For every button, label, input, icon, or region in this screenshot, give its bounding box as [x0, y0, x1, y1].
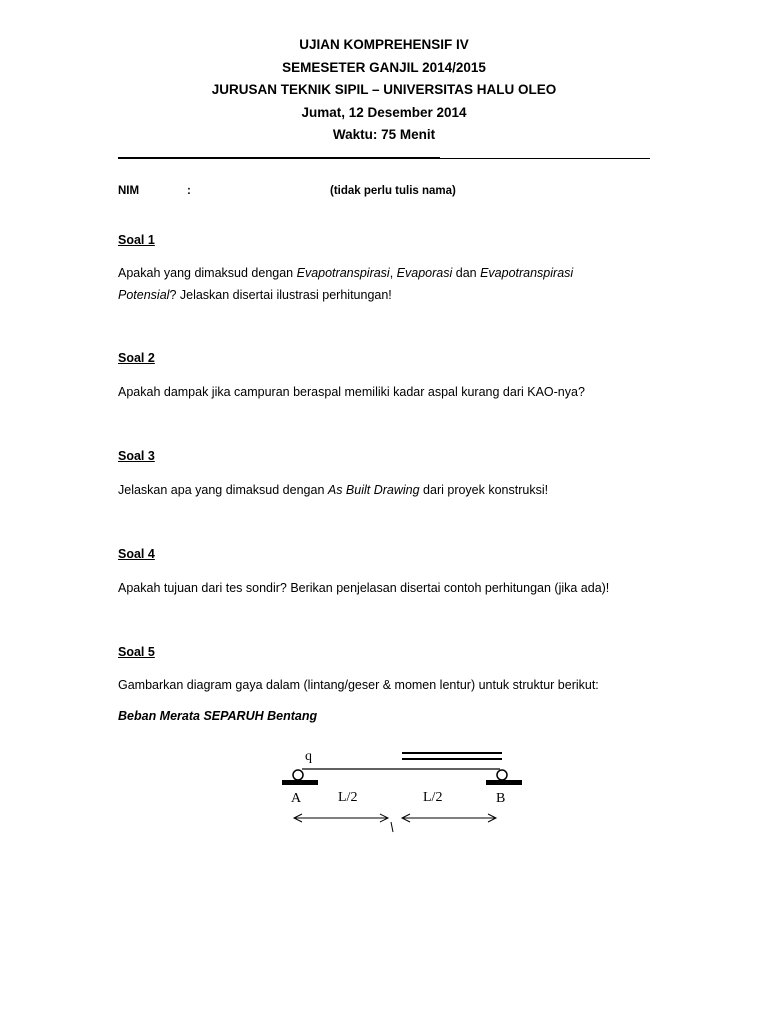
soal-1-title: Soal 1 — [118, 233, 155, 247]
soal-1-text-part: Apakah yang dimaksud dengan — [118, 266, 297, 280]
soal-4-text: Apakah tujuan dari tes sondir? Berikan penjelasan disertai contoh perhitungan (jika ada)! — [118, 581, 610, 595]
nim-label: NIM — [118, 185, 140, 197]
exam-duration: Waktu: 75 Menit — [332, 127, 436, 142]
support-a-label: A — [291, 791, 302, 806]
beam-diagram — [280, 742, 540, 837]
support-b-label: B — [496, 791, 506, 806]
exam-title: UJIAN KOMPREHENSIF IV — [299, 37, 469, 52]
soal-5-text: Gambarkan diagram gaya dalam (lintang/geser & momen lentur) untuk struktur berikut: — [118, 678, 599, 692]
soal-3-text-part: dari proyek konstruksi! — [419, 483, 549, 497]
term-evaporasi: Evaporasi — [396, 266, 453, 280]
nim-colon: : — [187, 185, 191, 197]
header-divider-thin — [440, 158, 650, 159]
soal-2-text: Apakah dampak jika campuran beraspal memiliki kadar aspal kurang dari KAO-nya? — [118, 385, 585, 399]
header-divider-thick — [118, 157, 440, 159]
department: JURUSAN TEKNIK SIPIL – UNIVERSITAS HALU OLEO — [211, 82, 557, 97]
soal-5-title: Soal 5 — [118, 645, 155, 659]
soal-1-text-part: , — [389, 266, 397, 280]
term-evapotranspirasi-potensial: Evapotranspirasi — [480, 266, 574, 280]
soal-1-text — [118, 262, 658, 306]
span-right-label: L/2 — [423, 790, 443, 805]
term-evapotranspirasi: Evapotranspirasi — [296, 266, 390, 280]
soal-1-text-part: ? Jelaskan disertai ilustrasi perhitungan! — [169, 288, 392, 302]
semester: SEMESETER GANJIL 2014/2015 — [282, 59, 486, 75]
support-a-roller — [293, 770, 303, 780]
span-left-label: L/2 — [338, 790, 358, 805]
midspan-tick — [391, 822, 393, 832]
soal-4-title: Soal 4 — [118, 547, 155, 561]
soal-2-title: Soal 2 — [118, 351, 155, 365]
nim-note: (tidak perlu tulis nama) — [330, 185, 456, 197]
soal-5-subtitle: Beban Merata SEPARUH Bentang — [118, 709, 318, 723]
soal-3-title: Soal 3 — [118, 449, 155, 463]
soal-3-text — [118, 479, 658, 501]
term-potensial: Potensial — [118, 288, 170, 302]
load-label: q — [305, 749, 312, 764]
term-as-built-drawing: As Built Drawing — [327, 483, 420, 497]
soal-1-text-part: dan — [452, 266, 481, 280]
support-a-base — [282, 780, 318, 785]
exam-date: Jumat, 12 Desember 2014 — [301, 104, 467, 120]
support-b-roller — [497, 770, 507, 780]
exam-header — [0, 34, 768, 147]
soal-3-text-part: Jelaskan apa yang dimaksud dengan — [118, 483, 328, 497]
support-b-base — [486, 780, 522, 785]
